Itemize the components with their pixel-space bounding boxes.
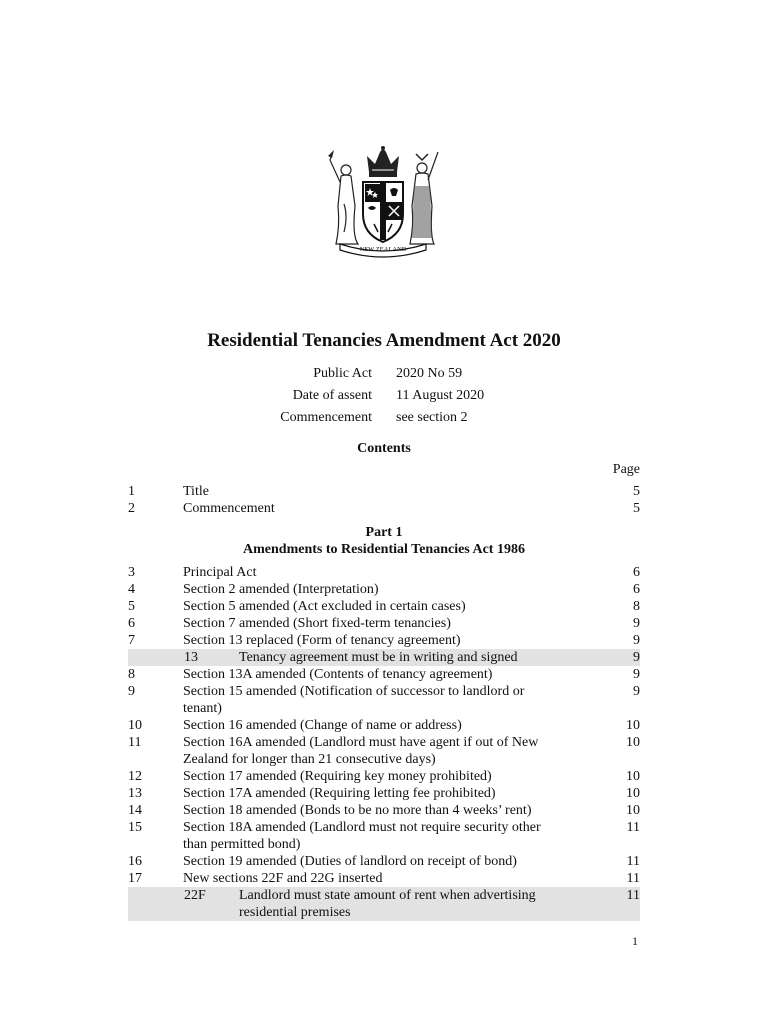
metadata-value: 11 August 2020: [396, 388, 485, 403]
crest-motto: NEW ZEALAND: [359, 246, 407, 253]
metadata-value: 2020 No 59: [396, 366, 463, 381]
part-label: Part 1: [365, 525, 403, 540]
toc-entry-title: Section 17 amended (Requiring key money prohibited): [183, 769, 492, 784]
toc-entry-number: 8: [128, 667, 135, 682]
toc-entry-page: 10: [626, 718, 640, 733]
toc-entry-number: 10: [128, 718, 142, 733]
metadata-row: [0, 366, 768, 388]
metadata-row: [0, 388, 768, 410]
toc-entry-page: 9: [633, 650, 640, 665]
toc-entry-title: Tenancy agreement must be in writing and signed: [239, 650, 518, 665]
toc-entry[interactable]: [128, 483, 640, 500]
toc-entry-title: Section 15 amended (Notification of successor to landlord or tenant): [183, 684, 525, 716]
toc-entry-page: 10: [626, 786, 640, 801]
toc-entry-page: 10: [626, 769, 640, 784]
toc-entry-number: 12: [128, 769, 142, 784]
toc-entry-title: Title: [183, 484, 209, 499]
toc-entry-title: Section 7 amended (Short fixed-term tenancies): [183, 616, 451, 631]
toc-entry-title: Section 16A amended (Landlord must have agent if out of New Zealand for longer than 21 consecutive days): [183, 735, 539, 767]
toc-entry-number: 11: [128, 735, 142, 750]
toc-entry-title: Section 16 amended (Change of name or address): [183, 718, 462, 733]
toc-entry[interactable]: [128, 564, 640, 581]
toc-entry-number: 13: [128, 786, 142, 801]
toc-entry-title: Section 13A amended (Contents of tenancy agreement): [183, 667, 493, 682]
toc-entry-number: 3: [128, 565, 135, 580]
toc-entry-number: 13: [184, 650, 198, 665]
toc-entry[interactable]: [128, 598, 640, 615]
metadata-label: Date of assent: [292, 388, 372, 403]
part-title: Amendments to Residential Tenancies Act 1986: [243, 542, 525, 557]
toc-entry-title: Landlord must state amount of rent when advertising residential premises: [239, 888, 536, 920]
part-heading: [128, 524, 640, 558]
toc-entry[interactable]: [128, 870, 640, 887]
metadata-label: Public Act: [313, 366, 372, 381]
metadata-row: [0, 410, 768, 432]
toc-entry-number: 4: [128, 582, 135, 597]
toc-entry[interactable]: [128, 853, 640, 870]
toc-entry-page: 5: [633, 484, 640, 499]
toc-entry-title: Section 13 replaced (Form of tenancy agreement): [183, 633, 461, 648]
page-number: 1: [632, 934, 638, 948]
toc-entry-page: 11: [626, 888, 640, 903]
toc-entry[interactable]: [128, 734, 640, 768]
toc-entry-page: 10: [626, 735, 640, 750]
contents-heading: Contents: [357, 441, 411, 456]
toc-entry-page: 8: [633, 599, 640, 614]
toc-entry-number: 7: [128, 633, 135, 648]
toc-entry-number: 9: [128, 684, 135, 699]
toc-entry-page: 6: [633, 565, 640, 580]
toc-entry-title: Section 5 amended (Act excluded in certain cases): [183, 599, 466, 614]
toc-entry-page: 11: [626, 854, 640, 869]
toc-entry[interactable]: [128, 683, 640, 717]
toc-entry-page: 11: [626, 820, 640, 835]
toc-subentry[interactable]: [128, 887, 640, 921]
toc-entry-title: Section 17A amended (Requiring letting fee prohibited): [183, 786, 496, 801]
toc-entry[interactable]: [128, 500, 640, 517]
document-title: Residential Tenancies Amendment Act 2020: [207, 330, 561, 351]
toc-entry-page: 9: [633, 616, 640, 631]
toc-entry[interactable]: [128, 768, 640, 785]
toc-entry[interactable]: [128, 615, 640, 632]
toc-entry-number: 22F: [184, 888, 206, 903]
toc-entry-page: 10: [626, 803, 640, 818]
toc-entry-page: 9: [633, 667, 640, 682]
toc-entry-number: 1: [128, 484, 135, 499]
toc-entry-page: 11: [626, 871, 640, 886]
metadata-value: see section 2: [396, 410, 468, 425]
toc-entry-page: 6: [633, 582, 640, 597]
toc-entry[interactable]: [128, 632, 640, 649]
toc-entry[interactable]: [128, 581, 640, 598]
act-metadata: [0, 366, 768, 432]
toc-subentry[interactable]: [128, 649, 640, 666]
toc-entry-title: Section 18 amended (Bonds to be no more than 4 weeks’ rent): [183, 803, 532, 818]
toc-entry-title: Section 19 amended (Duties of landlord on receipt of bond): [183, 854, 517, 869]
toc-entry[interactable]: [128, 802, 640, 819]
toc-entry-page: 9: [633, 684, 640, 699]
toc-entry-number: 5: [128, 599, 135, 614]
toc-entry-number: 6: [128, 616, 135, 631]
toc-entry-number: 14: [128, 803, 142, 818]
page-column-heading: Page: [612, 462, 640, 477]
toc-entry-number: 2: [128, 501, 135, 516]
toc-entry[interactable]: [128, 666, 640, 683]
toc-entry-title: Principal Act: [183, 565, 257, 580]
toc-entry-number: 16: [128, 854, 142, 869]
toc-entry-title: Commencement: [183, 501, 275, 516]
toc-entry[interactable]: [128, 785, 640, 802]
toc-entry-number: 15: [128, 820, 142, 835]
metadata-label: Commencement: [280, 410, 372, 425]
toc-entry[interactable]: [128, 717, 640, 734]
toc-entry-page: 5: [633, 501, 640, 516]
toc-entry-number: 17: [128, 871, 142, 886]
table-of-contents: [128, 483, 640, 921]
toc-entry-page: 9: [633, 633, 640, 648]
toc-entry-title: Section 2 amended (Interpretation): [183, 582, 379, 597]
toc-entry-title: New sections 22F and 22G inserted: [183, 871, 383, 886]
toc-entry[interactable]: [128, 819, 640, 853]
coat-of-arms-emblem: [322, 146, 444, 258]
toc-entry-title: Section 18A amended (Landlord must not require security other than permitted bond): [183, 820, 541, 852]
